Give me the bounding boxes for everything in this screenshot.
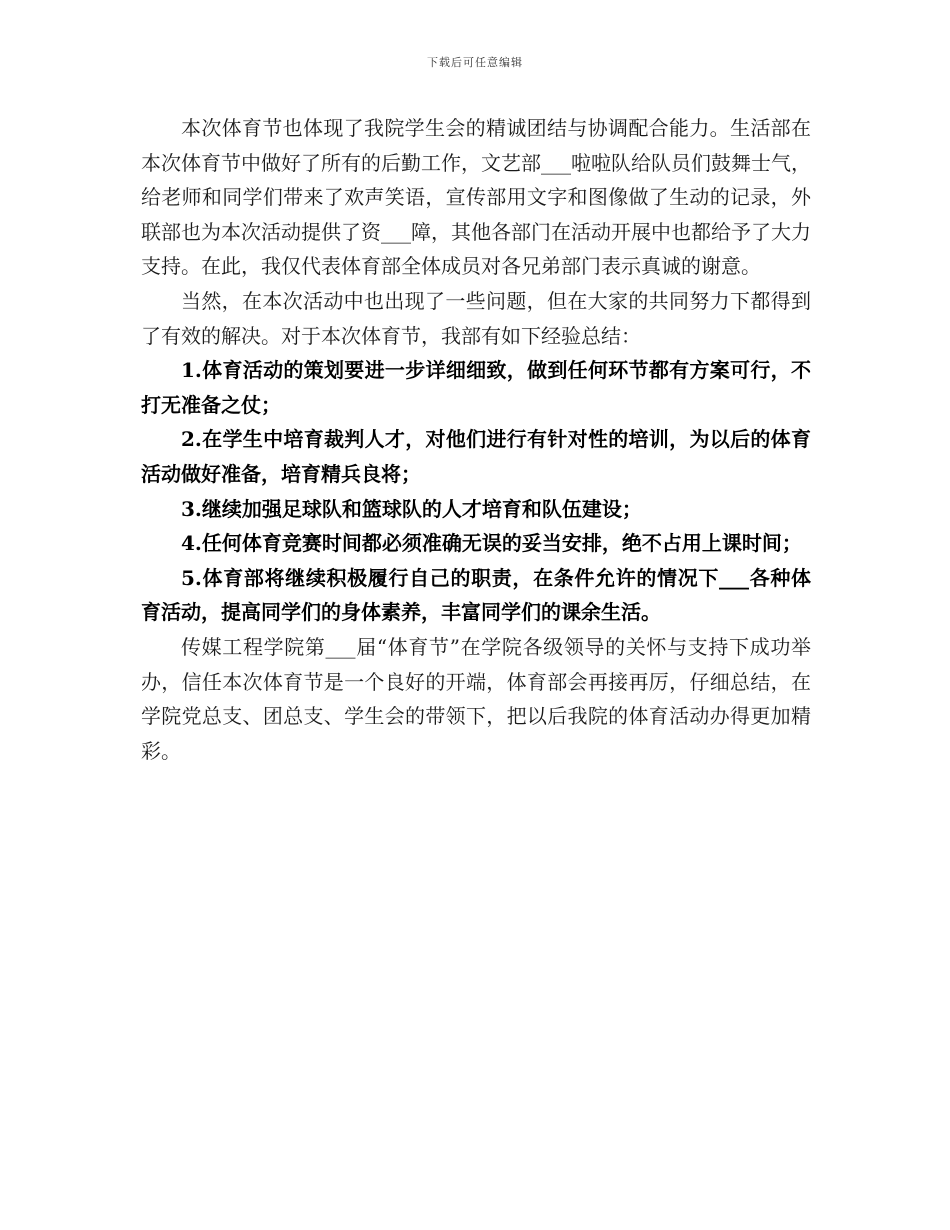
list-item-4: 4.任何体育竞赛时间都必须准确无误的妥当安排，绝不占用上课时间；	[181, 531, 802, 556]
page-header-note: 下载后可任意编辑	[427, 56, 523, 69]
paragraph-summary-lead: 当然，在本次活动中也出现了一些问题，但在大家的共同努力下都得到了有效的解决。对于本次体育节，我部有如下经验总结：	[141, 288, 811, 348]
paragraph-intro: 本次体育节也体现了我院学生会的精诚团结与协调配合能力。生活部在本次体育节中做好了所有的后勤工作，文艺部___啦啦队给队员们鼓舞士气，给老师和同学们带来了欢声笑语，宣传部用文字和图像做了生动的记录，外联部也为本次活动提供了资___障，其他各部门在活动开展中也都给予了大力支持。在此，我仅代表体育部全体成员对各兄弟部门表示真诚的谢意。	[141, 116, 811, 279]
list-item-2: 2.在学生中培育裁判人才，对他们进行有针对性的培训，为以后的体育活动做好准备，培育精兵良将；	[141, 427, 811, 486]
document-body	[141, 111, 811, 768]
list-item-3: 3.继续加强足球队和篮球队的人才培育和队伍建设；	[181, 496, 642, 521]
list-item-5: 5.体育部将继续积极履行自己的职责，在条件允许的情况下___各种体育活动，提高同学们的身体素养，丰富同学们的课余生活。	[141, 565, 811, 625]
paragraph-closing: 传媒工程学院第___届“体育节”在学院各级领导的关怀与支持下成功举办，信任本次体育节是一个良好的开端，体育部会再接再厉，仔细总结，在学院党总支、团总支、学生会的带领下，把以后我院的体育活动办得更加精彩。	[141, 634, 811, 763]
list-item-1: 1.体育活动的策划要进一步详细细致，做到任何环节都有方案可行，不打无准备之仗；	[141, 358, 811, 417]
